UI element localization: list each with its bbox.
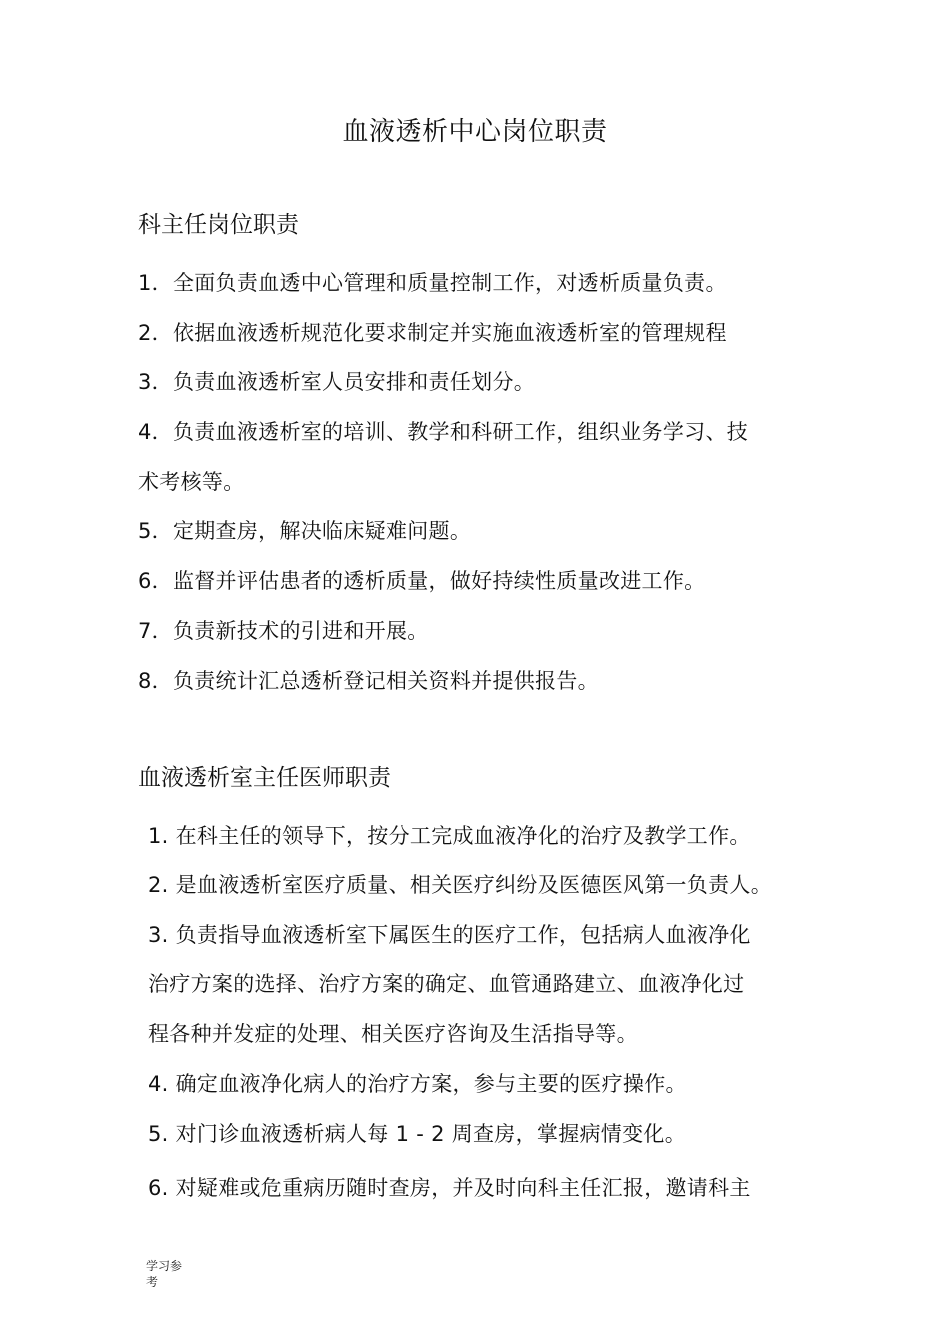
director-duty-line: 2．依据血液透析规范化要求制定并实施血液透析室的管理规程: [138, 321, 727, 345]
director-duty-line: 4．负责血液透析室的培训、教学和科研工作，组织业务学习、技: [138, 420, 749, 444]
director-duty-line: 1．全面负责血透中心管理和质量控制工作，对透析质量负责。: [138, 271, 727, 295]
director-duty-line: 7．负责新技术的引进和开展。: [138, 619, 429, 643]
physician-duty-line: 2. 是血液透析室医疗质量、相关医疗纠纷及医德医风第一负责人。: [148, 873, 773, 897]
footer-note: 学习参考: [146, 1259, 183, 1289]
section-heading-chief-physician: 血液透析室主任医师职责: [138, 765, 391, 791]
physician-duty-line: 3. 负责指导血液透析室下属医生的医疗工作，包括病人血液净化: [148, 923, 751, 947]
physician-duty-line: 5. 对门诊血液透析病人每 1 - 2 周查房，掌握病情变化。: [148, 1122, 687, 1146]
physician-duty-line: 6. 对疑难或危重病历随时查房，并及时向科主任汇报，邀请科主: [148, 1176, 751, 1200]
physician-duty-line: 程各种并发症的处理、相关医疗咨询及生活指导等。: [148, 1022, 638, 1046]
page-title: 血液透析中心岗位职责: [342, 117, 608, 147]
physician-duty-line: 1. 在科主任的领导下，按分工完成血液净化的治疗及教学工作。: [148, 824, 751, 848]
director-duty-line: 6．监督并评估患者的透析质量，做好持续性质量改进工作。: [138, 569, 706, 593]
director-duty-line: 8．负责统计汇总透析登记相关资料并提供报告。: [138, 669, 599, 693]
director-duty-line: 术考核等。: [138, 470, 245, 494]
section-heading-director: 科主任岗位职责: [138, 212, 299, 238]
director-duty-line: 5．定期查房，解决临床疑难问题。: [138, 519, 472, 543]
physician-duty-line: 治疗方案的选择、治疗方案的确定、血管通路建立、血液净化过: [148, 972, 745, 996]
physician-duty-line: 4. 确定血液净化病人的治疗方案，参与主要的医疗操作。: [148, 1072, 687, 1096]
director-duty-line: 3．负责血液透析室人员安排和责任划分。: [138, 370, 536, 394]
